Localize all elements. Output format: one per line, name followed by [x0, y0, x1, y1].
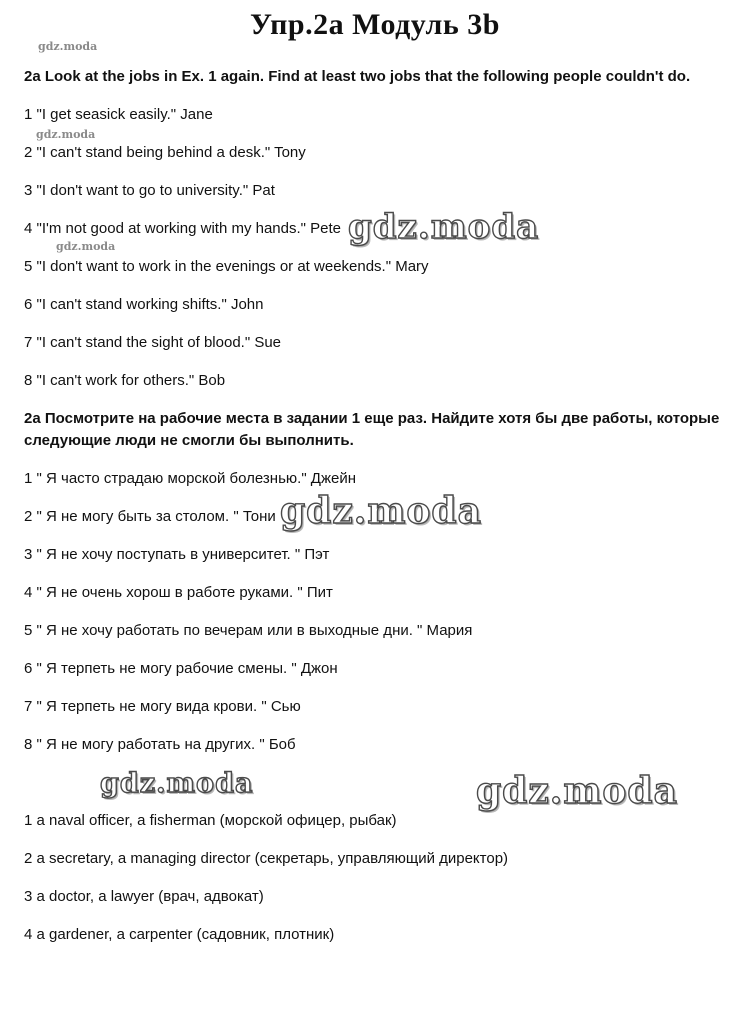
russian-heading-line-2: следующие люди не смогли бы выполнить.: [24, 432, 354, 449]
russian-item-5: 5 " Я не хочу работать по вечерам или в выходные дни. " Мария: [24, 622, 473, 639]
russian-item-4: 4 " Я не очень хорош в работе руками. " Пит: [24, 584, 333, 601]
answer-1: 1 a naval officer, a fisherman (морской офицер, рыбак): [24, 812, 397, 829]
english-item-5: 5 "I don't want to work in the evenings or at weekends." Mary: [24, 258, 429, 275]
english-heading: 2a Look at the jobs in Ex. 1 again. Find at least two jobs that the following people couldn't do.: [24, 68, 691, 85]
page-title: Упр.2a Модуль 3b: [250, 8, 500, 41]
watermark-large: gdz.moda: [476, 770, 678, 812]
watermark-large: gdz.moda: [280, 490, 482, 532]
english-item-4: 4 "I'm not good at working with my hands." Pete: [24, 220, 342, 237]
english-item-6: 6 "I can't stand working shifts." John: [24, 296, 264, 313]
russian-item-8: 8 " Я не могу работать на других. " Боб: [24, 736, 296, 753]
answer-3: 3 a doctor, a lawyer (врач, адвокат): [24, 888, 264, 905]
watermark-large: gdz.moda: [100, 768, 254, 799]
russian-item-7: 7 " Я терпеть не могу вида крови. " Сью: [24, 698, 301, 715]
russian-item-1: 1 " Я часто страдаю морской болезнью." Джейн: [24, 470, 357, 487]
english-item-3: 3 "I don't want to go to university." Pat: [24, 182, 275, 199]
russian-heading: [24, 408, 724, 452]
english-item-7: 7 "I can't stand the sight of blood." Sue: [24, 334, 282, 351]
watermark-large: gdz.moda: [348, 207, 540, 247]
russian-heading-line-1: 2a Посмотрите на рабочие места в задании 1 еще раз. Найдите хотя бы две работы, которые: [24, 410, 720, 427]
answer-2: 2 a secretary, a managing director (секретарь, управляющий директор): [24, 850, 509, 867]
english-item-1: 1 "I get seasick easily." Jane: [24, 106, 213, 123]
russian-item-3: 3 " Я не хочу поступать в университет. " Пэт: [24, 546, 330, 563]
watermark-small: gdz.moda: [36, 128, 96, 141]
russian-item-6: 6 " Я терпеть не могу рабочие смены. " Джон: [24, 660, 338, 677]
watermark-small: gdz.moda: [38, 40, 98, 53]
english-item-8: 8 "I can't work for others." Bob: [24, 372, 226, 389]
english-item-2: 2 "I can't stand being behind a desk." Tony: [24, 144, 306, 161]
watermark-small: gdz.moda: [56, 240, 116, 253]
answer-4: 4 a gardener, a carpenter (садовник, плотник): [24, 926, 335, 943]
russian-item-2: 2 " Я не могу быть за столом. " Тони: [24, 508, 276, 525]
